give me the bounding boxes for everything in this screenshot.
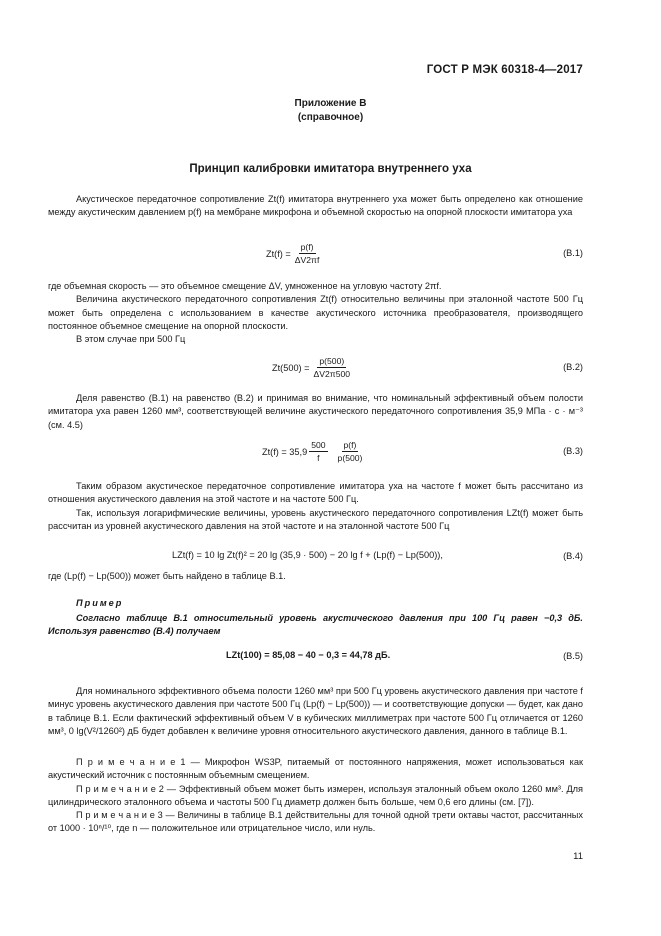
appendix-type: (справочное) (297, 112, 364, 123)
appendix-heading (0, 97, 661, 125)
equation-number: (В.3) (563, 446, 583, 456)
section-title: Принцип калибровки имитатора внутреннего уха (189, 163, 472, 175)
eq-text: LZt(f) = 10 lg Zt(f)² = 20 lg (35,9 · 500) − 20 lg f + (Lp(f) − Lp(500)), (172, 550, 443, 560)
eq-fraction (336, 440, 365, 463)
eq-fraction (309, 440, 327, 463)
paragraph-9 (48, 685, 583, 738)
paragraph-group-2 (48, 280, 583, 346)
paragraph-text: Так, используя логарифмические величины, уровень акустического передаточного сопротивления LZt(f) может быть рассчитан из уровней акустического давления на этой частоте и на эталонной частоте 500 Гц (48, 507, 583, 531)
paragraph-5 (48, 392, 583, 432)
page-number: 11 (573, 851, 583, 862)
document-code: ГОСТ Р МЭК 60318-4—2017 (426, 64, 583, 76)
note-3: П р и м е ч а н и е 3 — Величины в таблице В.1 действительны для точной одной трети октавы частот, рассчитанных от 1000 · 10ⁿ/¹⁰, где n — положительное или отрицательное число, или нуль. (48, 810, 583, 834)
example-text (48, 612, 583, 639)
equation-number: (В.4) (563, 551, 583, 561)
eq-fraction (312, 356, 353, 379)
paragraph-text: где объемная скорость — это объемное смещение ΔV, умноженное на угловую частоту 2πf. (48, 281, 442, 291)
equation-b1 (48, 242, 583, 272)
paragraph-text: Для номинального эффективного объема полости 1260 мм³ при 500 Гц уровень акустического давления при частоте f минус уровень акустического давления при частоте 500 Гц (Lp(f) − Lp(500)) — и соответствующие допуски — будет, как дано в таблице В.1. Если фактический эффективный объем V в кубических миллиметрах при частоте 500 Гц отличается от 1260 мм³, 0 lg(V²/1260²) дБ будет добавлен к величине уровня относительного акустического давления, данного в таблице В.1. (48, 686, 583, 736)
eq-denominator: ΔV2πf (294, 255, 320, 265)
eq-denominator: f (317, 453, 320, 463)
paragraph-text: В этом случае при 500 Гц (76, 334, 186, 345)
equation-b3 (48, 440, 583, 470)
paragraph-text: Таким образом акустическое передаточное сопротивление имитатора уха на частоте f может быть рассчитано из отношения акустического давления на этой частоте и на частоте 500 Гц. (48, 481, 583, 505)
example-heading: Пример (76, 598, 124, 608)
paragraph-text: Величина акустического передаточного сопротивления Zt(f) относительно величины при эталонной частоте 500 Гц может быть определена с использованием в качестве акустического источника преобразователя, производящего постоянное объемное смещение на опорной плоскости. (48, 294, 583, 331)
paragraph-text: Акустическое передаточное сопротивление Zt(f) имитатора внутреннего уха может быть определено как отношение между акустическим давлением p(f) на мембране микрофона и объемной скоростью на опорной плоскости имитатора уха (48, 194, 583, 218)
eq-lhs: Zt(f) = 35,9 (262, 446, 308, 457)
appendix-label: Приложение В (294, 98, 367, 109)
note-2: П р и м е ч а н и е 2 — Эффективный объем может быть измерен, используя эталонный объем около 1260 мм³. Для цилиндрического эталонного объема и частоты 500 Гц диаметр должен быть больше, чем 0,6 его длины (см. [7]). (48, 783, 583, 807)
eq-numerator: p(500) (319, 356, 345, 366)
eq-lhs: Zt(f) = (266, 248, 291, 259)
equation-b2 (48, 356, 583, 386)
paragraph-text: Согласно таблице В.1 относительный уровень акустического давления при 100 Гц равен −0,3 дБ. Используя равенство (В.4) получаем (48, 613, 583, 637)
note-1: П р и м е ч а н и е 1 — Микрофон WS3P, питаемый от постоянного напряжения, может использоваться как акустический источник с постоянным объемным смещением. (48, 757, 583, 781)
eq-text: LZt(100) = 85,08 − 40 − 0,3 = 44,78 дБ. (226, 650, 391, 660)
eq-fraction (293, 242, 322, 265)
eq-lhs: Zt(500) = (272, 362, 310, 373)
paragraph-1 (48, 193, 583, 220)
equation-number: (В.1) (563, 248, 583, 258)
equation-number: (В.2) (563, 362, 583, 372)
eq-numerator: 500 (311, 440, 326, 450)
paragraph-text: где (Lp(f) − Lp(500)) может быть найдено в таблице В.1. (48, 571, 286, 581)
eq-numerator: p(f) (300, 242, 314, 252)
equation-number: (В.5) (563, 651, 583, 661)
notes (48, 756, 583, 836)
eq-numerator: p(f) (343, 440, 357, 450)
equation-b5 (48, 645, 583, 675)
paragraph-text: Деля равенство (В.1) на равенство (В.2) и принимая во внимание, что номинальный эффективный объем полости имитатора уха равен 1260 мм³, соответствующей величине акустического передаточного сопротивления 35,9 МПа · с · м⁻³ (см. 4.5) (48, 393, 583, 430)
eq-denominator: p(500) (337, 453, 363, 463)
paragraph-group-6 (48, 480, 583, 533)
eq-denominator: ΔV2π500 (313, 369, 351, 379)
paragraph-8 (48, 570, 583, 583)
